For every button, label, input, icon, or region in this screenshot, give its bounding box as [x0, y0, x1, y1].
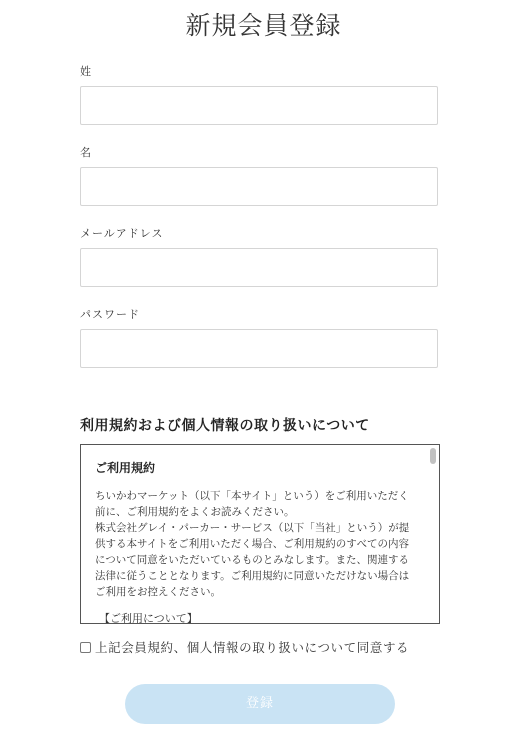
- terms-paragraph-1: ちいかわマーケット（以下「本サイト」という）をご利用いただく前に、ご利用規約をよくお読みください。: [95, 490, 409, 518]
- page-title: 新規会員登録: [185, 11, 342, 40]
- agreement-label[interactable]: 上記会員規約、個人情報の取り扱いについて同意する: [95, 640, 410, 655]
- terms-heading: 利用規約および個人情報の取り扱いについて: [80, 418, 370, 434]
- password-input[interactable]: [80, 329, 438, 368]
- agreement-checkbox[interactable]: [80, 642, 91, 653]
- email-input[interactable]: [80, 248, 438, 287]
- terms-subheading: 【ご利用について】: [99, 612, 198, 624]
- terms-scrollbar-thumb[interactable]: [430, 448, 436, 464]
- first-name-label: 名: [80, 146, 92, 159]
- last-name-label: 姓: [80, 65, 92, 78]
- terms-scroll-box[interactable]: [80, 444, 440, 624]
- agreement-row[interactable]: [80, 638, 409, 656]
- terms-content: [95, 459, 415, 624]
- first-name-input[interactable]: [80, 167, 438, 206]
- terms-scrollbar[interactable]: [429, 447, 437, 621]
- last-name-input[interactable]: [80, 86, 438, 125]
- password-label: パスワード: [80, 308, 140, 321]
- email-label: メールアドレス: [80, 227, 164, 240]
- terms-paragraph-2: 株式会社グレイ・パーカー・サービス（以下「当社」という）が提供する本サイトをご利用いただく場合、ご利用規約のすべての内容について同意をいただいているものとみなします。また、関連する法律に従うこととなります。ご利用規約に同意いただけない場合はご利用をお控えください。: [95, 522, 410, 598]
- register-button[interactable]: 登録: [125, 684, 395, 724]
- terms-box-title: ご利用規約: [95, 461, 156, 475]
